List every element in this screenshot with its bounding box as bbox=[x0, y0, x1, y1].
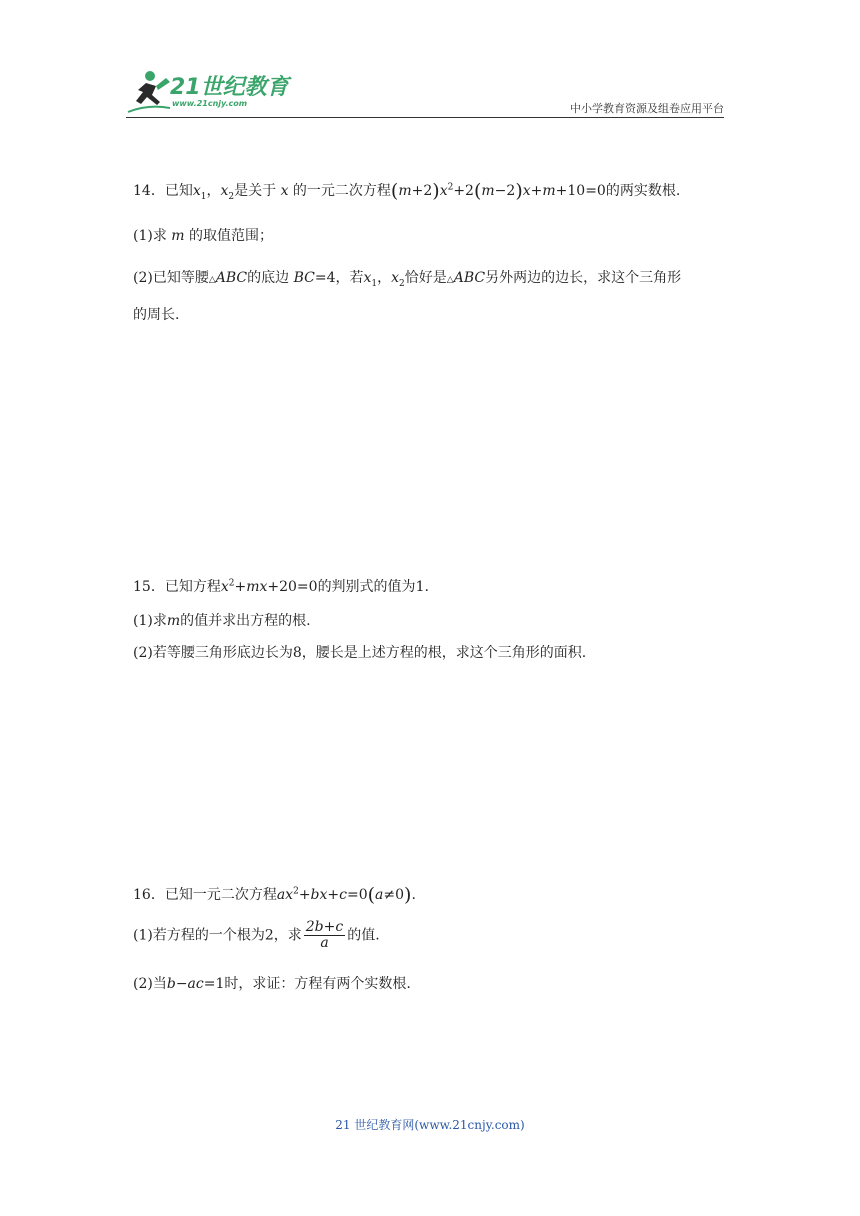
q14-part2-text: 恰好是 bbox=[404, 270, 447, 286]
q16-part1-text: ，求 bbox=[273, 927, 302, 944]
q14-stem: 14．已知$x_1$，$x_2$是关于 x 的一元二次方程$(m+2)x^2+2(m-2)x+m+10=0$的两实数根. bbox=[133, 180, 681, 202]
q14-text: 的一元二次方程 bbox=[292, 183, 391, 199]
runner-logo-icon bbox=[126, 68, 172, 114]
logo-text: 21世纪教育 bbox=[170, 75, 289, 100]
platform-label: 中小学教育资源及组卷应用平台 bbox=[570, 102, 724, 115]
q14-part2: (2)已知等腰△ABC的底边 BC=4，若$x_1$，$x_2$恰好是△ABC另外两边的边长，求这个三角形 bbox=[133, 270, 682, 289]
q15-part1: (1)求m的值并求出方程的根. bbox=[133, 613, 311, 629]
q14-part2-text: ，若 bbox=[335, 270, 364, 286]
page-header bbox=[126, 62, 724, 120]
q16-stem bbox=[133, 884, 416, 906]
q16-part2-text: 时，求证：方程有两个实数根. bbox=[224, 976, 411, 992]
q14-part2-text: (2)已知等腰 bbox=[133, 270, 209, 286]
q14-part2-cont bbox=[133, 304, 179, 324]
page-footer: 21 世纪教育网(www.21cnjy.com) bbox=[335, 1118, 525, 1132]
q16-condition: b−ac=1 bbox=[166, 976, 225, 992]
q16-fraction: $\frac{2b+c}{a}$ bbox=[305, 919, 344, 951]
q15-value: 1 bbox=[415, 579, 425, 595]
question-number: 16． bbox=[133, 887, 165, 903]
q16-part1-text: 的值. bbox=[347, 927, 380, 944]
q15-text: . bbox=[424, 579, 429, 595]
q14-part2-text: 另外两边的边长，求这个三角形 bbox=[485, 270, 682, 286]
q14-part1-text: (1)求 bbox=[133, 228, 167, 244]
q16-part2 bbox=[133, 973, 411, 993]
logo bbox=[126, 68, 296, 118]
q16-value: 2 bbox=[264, 927, 274, 944]
q14-comma: ， bbox=[206, 183, 221, 199]
q15-part2 bbox=[133, 642, 586, 662]
q14-part1: (1)求 m 的取值范围； bbox=[133, 228, 274, 244]
q15-part2-text: ，腰长是上述方程的根，求这个三角形的面积. bbox=[301, 645, 587, 661]
q14-text: 已知 bbox=[164, 183, 193, 199]
logo-url: www.21cnjy.com bbox=[172, 99, 248, 108]
header-divider bbox=[126, 117, 724, 118]
q14-part1-text: 的取值范围； bbox=[189, 228, 274, 244]
q15-equation: $x^2+mx+20=0$ bbox=[220, 578, 318, 595]
q16-part2-text: (2)当 bbox=[133, 976, 167, 992]
q14-part2-text: 的底边 bbox=[247, 270, 290, 286]
q15-part1-text: (1)求 bbox=[133, 613, 167, 629]
q15-value: 8 bbox=[292, 645, 302, 661]
q15-text: 已知方程 bbox=[164, 579, 221, 595]
q15-stem bbox=[133, 576, 429, 596]
q16-equation: $ax^2+bx+c=0(a\ne 0)$ bbox=[276, 884, 412, 906]
question-number: 15． bbox=[133, 579, 165, 595]
question-number: 14． bbox=[133, 183, 165, 199]
q15-part1-text: 的值并求出方程的根. bbox=[180, 613, 311, 629]
q16-text: 已知一元二次方程 bbox=[164, 887, 277, 903]
q14-equation: $(m+2)x^2+2(m-2)x+m+10=0$ bbox=[390, 180, 606, 202]
q14-text: 的两实数根. bbox=[605, 183, 681, 199]
q14-comma: ， bbox=[377, 270, 392, 286]
q14-part2-text: 的周长. bbox=[133, 307, 180, 323]
q16-part1-text: (1)若方程的一个根为 bbox=[133, 927, 265, 944]
q16-text: . bbox=[411, 887, 416, 903]
q14-text: 是关于 bbox=[234, 183, 277, 199]
q16-part1 bbox=[133, 920, 380, 951]
q15-text: 的判别式的值为 bbox=[317, 579, 416, 595]
q15-part2-text: (2)若等腰三角形底边长为 bbox=[133, 645, 293, 661]
